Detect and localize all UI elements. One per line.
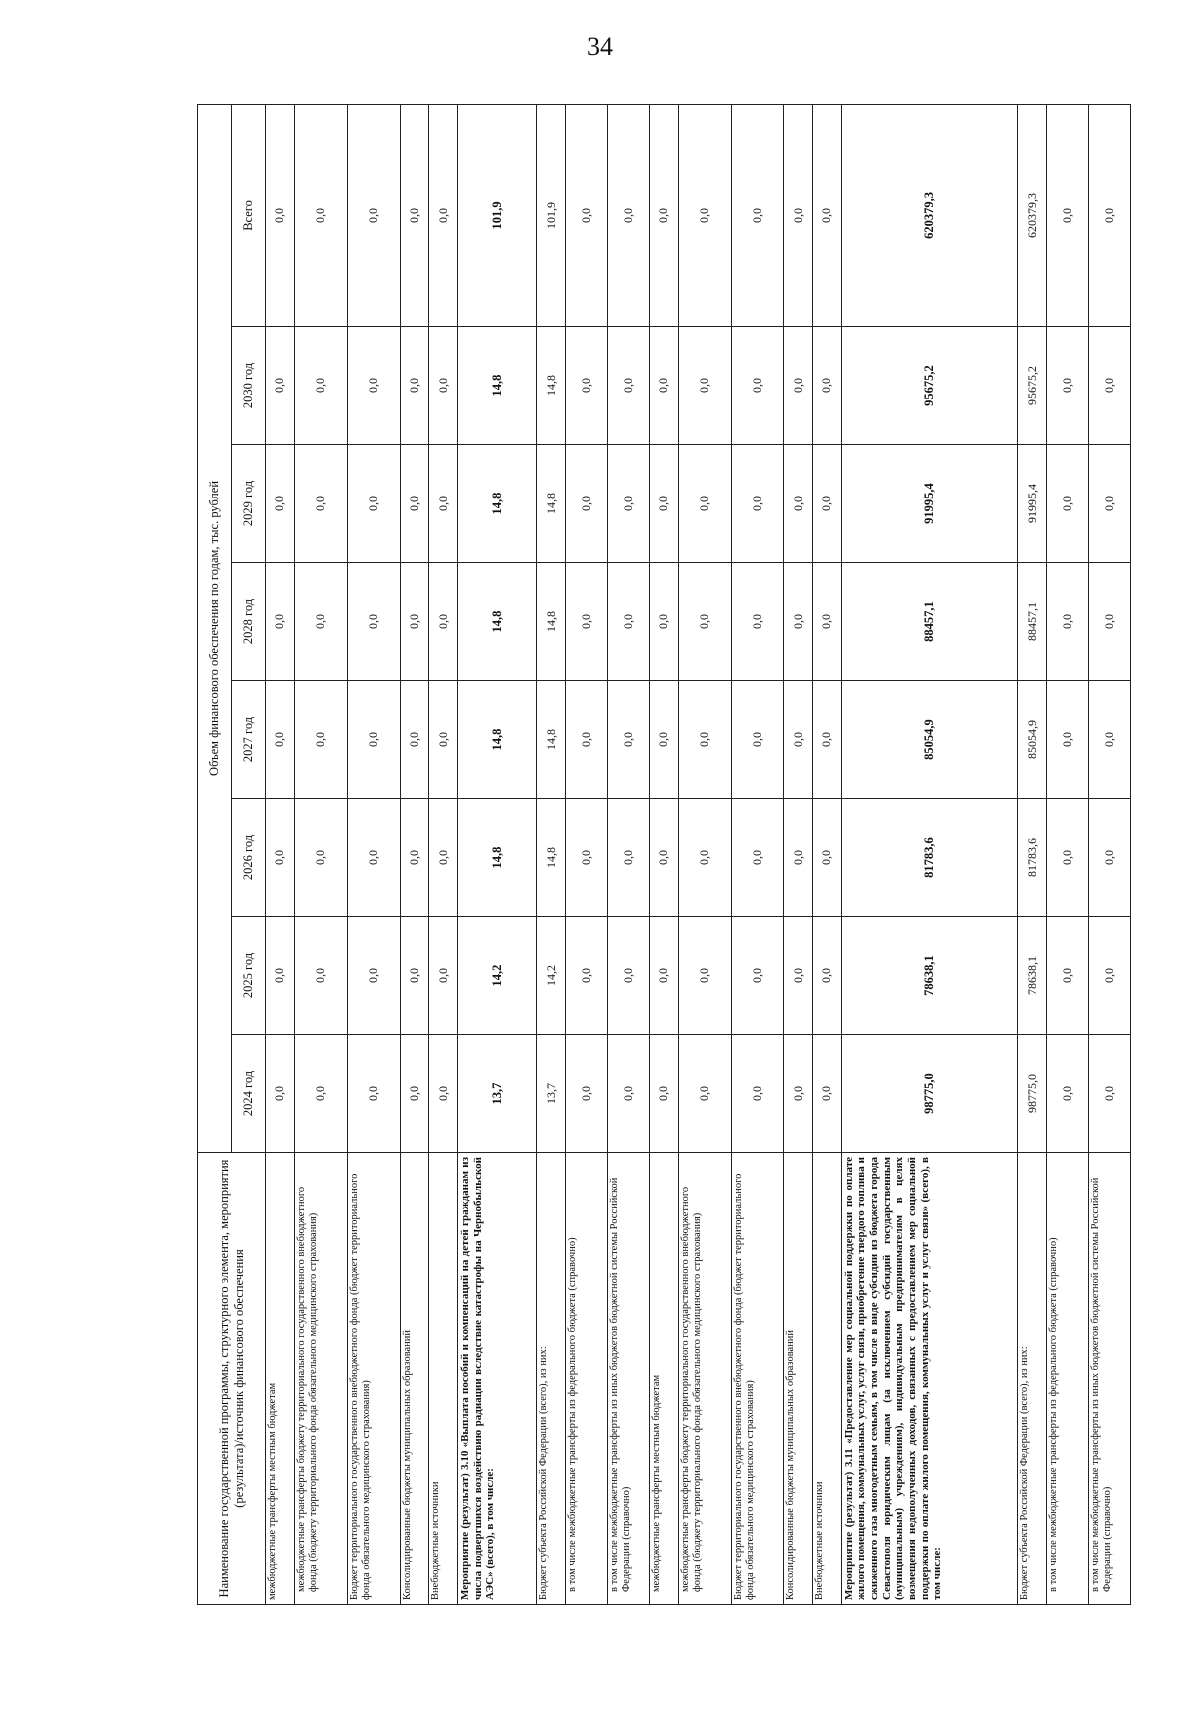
header-name-column: Наименование государственной программы, структурного элемента, мероприятия (результата)/источник финансового обеспечения bbox=[198, 1153, 266, 1605]
row-label: Консолидированные бюджеты муниципальных образований bbox=[784, 1153, 813, 1605]
row-value: 0,0 bbox=[731, 917, 784, 1035]
row-value: 14,8 bbox=[537, 563, 566, 681]
row-value: 0,0 bbox=[731, 681, 784, 799]
header-year-4: 2028 год bbox=[232, 563, 266, 681]
row-value: 0,0 bbox=[1046, 445, 1088, 563]
row-value: 0,0 bbox=[1088, 327, 1130, 445]
row-label: Бюджет субъекта Российской Федерации (всего), из них: bbox=[1018, 1153, 1047, 1605]
row-value: 0,0 bbox=[266, 327, 295, 445]
row-label: в том числе межбюджетные трансферты из иных бюджетов бюджетной системы Российской Федерации (справочно) bbox=[607, 1153, 649, 1605]
row-value: 91995,4 bbox=[1018, 445, 1047, 563]
row-value: 0,0 bbox=[1046, 799, 1088, 917]
row-value: 0,0 bbox=[294, 327, 347, 445]
row-label: Бюджет территориального государственного внебюджетного фонда (бюджет территориального фонда обязательного медицинского страхования) bbox=[347, 1153, 400, 1605]
row-value: 14,8 bbox=[537, 445, 566, 563]
row-value: 620379,3 bbox=[841, 104, 1018, 326]
row-value: 0,0 bbox=[649, 104, 678, 326]
row-value: 0,0 bbox=[266, 445, 295, 563]
table-row bbox=[678, 104, 731, 1604]
table-row bbox=[537, 104, 566, 1604]
row-label: межбюджетные трансферты местным бюджетам bbox=[266, 1153, 295, 1605]
header-year-7: Всего bbox=[232, 104, 266, 326]
row-value: 0,0 bbox=[294, 563, 347, 681]
row-value: 0,0 bbox=[731, 104, 784, 326]
table-row bbox=[1018, 104, 1047, 1604]
header-year-0: 2024 год bbox=[232, 1035, 266, 1153]
row-label: межбюджетные трансферты бюджету территориального государственного внебюджетного фонда (бюджету территориального фонда обязательного медицинского страхования) bbox=[294, 1153, 347, 1605]
row-value: 14,8 bbox=[537, 681, 566, 799]
row-value: 0,0 bbox=[731, 799, 784, 917]
row-value: 98775,0 bbox=[1018, 1035, 1047, 1153]
row-value: 0,0 bbox=[678, 681, 731, 799]
row-label: межбюджетные трансферты бюджету территориального государственного внебюджетного фонда (бюджету территориального фонда обязательного медицинского страхования) bbox=[678, 1153, 731, 1605]
row-value: 13,7 bbox=[537, 1035, 566, 1153]
row-value: 0,0 bbox=[400, 681, 429, 799]
row-value: 0,0 bbox=[294, 799, 347, 917]
header-year-2: 2026 год bbox=[232, 799, 266, 917]
row-value: 0,0 bbox=[566, 445, 608, 563]
row-value: 13,7 bbox=[457, 1035, 536, 1153]
row-value: 0,0 bbox=[607, 681, 649, 799]
row-value: 0,0 bbox=[400, 445, 429, 563]
row-label: в том числе межбюджетные трансферты из иных бюджетов бюджетной системы Российской Федерации (справочно) bbox=[1088, 1153, 1130, 1605]
row-value: 0,0 bbox=[678, 799, 731, 917]
row-value: 0,0 bbox=[1088, 917, 1130, 1035]
header-year-1: 2025 год bbox=[232, 917, 266, 1035]
row-value: 0,0 bbox=[1046, 327, 1088, 445]
row-value: 14,8 bbox=[457, 563, 536, 681]
row-value: 14,2 bbox=[457, 917, 536, 1035]
row-value: 81783,6 bbox=[841, 799, 1018, 917]
table-row bbox=[429, 104, 458, 1604]
row-value: 0,0 bbox=[731, 1035, 784, 1153]
table-row bbox=[607, 104, 649, 1604]
row-value: 0,0 bbox=[566, 799, 608, 917]
row-value: 0,0 bbox=[347, 799, 400, 917]
row-value: 0,0 bbox=[649, 681, 678, 799]
row-value: 88457,1 bbox=[841, 563, 1018, 681]
row-value: 0,0 bbox=[1088, 681, 1130, 799]
table-row bbox=[566, 104, 608, 1604]
row-value: 78638,1 bbox=[841, 917, 1018, 1035]
row-value: 0,0 bbox=[347, 681, 400, 799]
row-value: 0,0 bbox=[429, 681, 458, 799]
header-year-6: 2030 год bbox=[232, 327, 266, 445]
row-value: 0,0 bbox=[429, 917, 458, 1035]
row-label: межбюджетные трансферты местным бюджетам bbox=[649, 1153, 678, 1605]
row-value: 88457,1 bbox=[1018, 563, 1047, 681]
page-number: 34 bbox=[587, 32, 613, 61]
row-value: 0,0 bbox=[607, 563, 649, 681]
row-value: 0,0 bbox=[400, 917, 429, 1035]
row-value: 0,0 bbox=[429, 799, 458, 917]
row-value: 0,0 bbox=[649, 563, 678, 681]
table-row bbox=[784, 104, 813, 1604]
table-row bbox=[294, 104, 347, 1604]
row-value: 0,0 bbox=[784, 327, 813, 445]
row-label: Внебюджетные источники bbox=[813, 1153, 842, 1605]
rotated-table-wrapper bbox=[197, 105, 1131, 1605]
row-value: 0,0 bbox=[784, 563, 813, 681]
row-value: 0,0 bbox=[607, 1035, 649, 1153]
row-value: 0,0 bbox=[784, 1035, 813, 1153]
row-value: 85054,9 bbox=[841, 681, 1018, 799]
row-value: 0,0 bbox=[784, 799, 813, 917]
row-value: 0,0 bbox=[429, 104, 458, 326]
table-row bbox=[1046, 104, 1088, 1604]
row-value: 0,0 bbox=[607, 104, 649, 326]
header-year-5: 2029 год bbox=[232, 445, 266, 563]
row-value: 14,8 bbox=[457, 799, 536, 917]
row-value: 0,0 bbox=[429, 563, 458, 681]
row-label: Мероприятие (результат) 3.10 «Выплата пособий и компенсаций на детей гражданам из числа подвергшихся воздействию радиации вследствие катастрофы на Чернобыльской АЭС» (всего), в том числе: bbox=[457, 1153, 536, 1605]
row-label: Бюджет субъекта Российской Федерации (всего), из них: bbox=[537, 1153, 566, 1605]
row-value: 0,0 bbox=[649, 917, 678, 1035]
row-value: 0,0 bbox=[566, 681, 608, 799]
row-value: 0,0 bbox=[649, 327, 678, 445]
row-value: 620379,3 bbox=[1018, 104, 1047, 326]
row-value: 91995,4 bbox=[841, 445, 1018, 563]
row-value: 0,0 bbox=[784, 681, 813, 799]
row-value: 0,0 bbox=[813, 681, 842, 799]
row-label: в том числе межбюджетные трансферты из федерального бюджета (справочно) bbox=[566, 1153, 608, 1605]
row-value: 0,0 bbox=[400, 799, 429, 917]
row-label: Бюджет территориального государственного внебюджетного фонда (бюджет территориального фонда обязательного медицинского страхования) bbox=[731, 1153, 784, 1605]
row-label: Консолидированные бюджеты муниципальных образований bbox=[400, 1153, 429, 1605]
row-value: 0,0 bbox=[347, 563, 400, 681]
table-row bbox=[813, 104, 842, 1604]
row-value: 0,0 bbox=[1088, 104, 1130, 326]
row-value: 0,0 bbox=[1046, 681, 1088, 799]
row-value: 78638,1 bbox=[1018, 917, 1047, 1035]
row-value: 0,0 bbox=[429, 327, 458, 445]
row-value: 95675,2 bbox=[841, 327, 1018, 445]
row-value: 81783,6 bbox=[1018, 799, 1047, 917]
row-value: 0,0 bbox=[566, 563, 608, 681]
table-row bbox=[457, 104, 536, 1604]
row-value: 0,0 bbox=[607, 917, 649, 1035]
row-value: 0,0 bbox=[294, 681, 347, 799]
row-value: 0,0 bbox=[566, 104, 608, 326]
row-value: 0,0 bbox=[649, 445, 678, 563]
row-value: 0,0 bbox=[731, 327, 784, 445]
row-value: 0,0 bbox=[400, 1035, 429, 1153]
row-value: 14,8 bbox=[457, 681, 536, 799]
table-row bbox=[400, 104, 429, 1604]
row-value: 0,0 bbox=[678, 445, 731, 563]
row-value: 0,0 bbox=[347, 327, 400, 445]
row-value: 0,0 bbox=[649, 1035, 678, 1153]
row-value: 0,0 bbox=[400, 563, 429, 681]
row-value: 0,0 bbox=[294, 1035, 347, 1153]
table-row bbox=[347, 104, 400, 1604]
row-value: 14,8 bbox=[537, 327, 566, 445]
row-value: 0,0 bbox=[294, 917, 347, 1035]
row-value: 0,0 bbox=[731, 563, 784, 681]
table-row bbox=[649, 104, 678, 1604]
row-value: 0,0 bbox=[678, 1035, 731, 1153]
row-value: 14,8 bbox=[537, 799, 566, 917]
row-value: 0,0 bbox=[784, 445, 813, 563]
table-body bbox=[266, 104, 1131, 1604]
table-row bbox=[1088, 104, 1130, 1604]
row-value: 0,0 bbox=[566, 1035, 608, 1153]
row-value: 0,0 bbox=[266, 1035, 295, 1153]
row-label: в том числе межбюджетные трансферты из федерального бюджета (справочно) bbox=[1046, 1153, 1088, 1605]
row-value: 0,0 bbox=[266, 917, 295, 1035]
row-value: 0,0 bbox=[429, 445, 458, 563]
row-value: 14,8 bbox=[457, 445, 536, 563]
table-row bbox=[841, 104, 1018, 1604]
row-value: 0,0 bbox=[1046, 1035, 1088, 1153]
row-value: 0,0 bbox=[266, 681, 295, 799]
row-value: 0,0 bbox=[813, 327, 842, 445]
row-value: 0,0 bbox=[400, 104, 429, 326]
row-value: 0,0 bbox=[294, 104, 347, 326]
row-value: 0,0 bbox=[347, 1035, 400, 1153]
row-value: 0,0 bbox=[731, 445, 784, 563]
row-value: 0,0 bbox=[347, 104, 400, 326]
row-value: 0,0 bbox=[678, 104, 731, 326]
table-row bbox=[731, 104, 784, 1604]
row-value: 0,0 bbox=[1046, 563, 1088, 681]
row-value: 0,0 bbox=[813, 563, 842, 681]
row-value: 0,0 bbox=[607, 799, 649, 917]
row-value: 0,0 bbox=[1046, 104, 1088, 326]
financing-table bbox=[197, 104, 1131, 1605]
row-value: 0,0 bbox=[1088, 445, 1130, 563]
table-header bbox=[198, 104, 266, 1604]
table-row bbox=[266, 104, 295, 1604]
row-value: 0,0 bbox=[429, 1035, 458, 1153]
row-value: 0,0 bbox=[1088, 799, 1130, 917]
row-value: 0,0 bbox=[266, 799, 295, 917]
row-value: 0,0 bbox=[813, 104, 842, 326]
row-value: 0,0 bbox=[566, 327, 608, 445]
row-value: 0,0 bbox=[678, 563, 731, 681]
row-value: 0,0 bbox=[266, 563, 295, 681]
row-value: 0,0 bbox=[347, 445, 400, 563]
row-value: 0,0 bbox=[400, 327, 429, 445]
header-financing-group: Объем финансового обеспечения по годам, тыс. рублей bbox=[198, 104, 232, 1152]
row-value: 0,0 bbox=[784, 104, 813, 326]
row-value: 0,0 bbox=[649, 799, 678, 917]
row-value: 0,0 bbox=[566, 917, 608, 1035]
row-value: 101,9 bbox=[457, 104, 536, 326]
row-value: 95675,2 bbox=[1018, 327, 1047, 445]
row-label: Мероприятие (результат) 3.11 «Предоставление мер социальной поддержки по оплате жилого помещения, коммунальных услуг, услуг связи, приобретение твердого топлива и сжиженного газа многодетным семьям, в том числе в виде субсидии из бюджета города Севастополя юридическим лицам (за исключением субсидий государственным (муниципальным) учреждениям), индивидуальным предпринимателям в целях возмещения недополученных доходов, связанных с предоставлением мер социальной поддержки по оплате жилого помещения, коммунальных услуг и услуг связи» (всего), в том числе: bbox=[841, 1153, 1018, 1605]
row-value: 0,0 bbox=[1088, 563, 1130, 681]
row-value: 0,0 bbox=[294, 445, 347, 563]
row-value: 0,0 bbox=[813, 1035, 842, 1153]
row-value: 0,0 bbox=[1046, 917, 1088, 1035]
row-value: 0,0 bbox=[1088, 1035, 1130, 1153]
row-value: 0,0 bbox=[813, 445, 842, 563]
row-value: 85054,9 bbox=[1018, 681, 1047, 799]
row-value: 0,0 bbox=[813, 917, 842, 1035]
header-year-3: 2027 год bbox=[232, 681, 266, 799]
row-value: 0,0 bbox=[678, 917, 731, 1035]
row-value: 98775,0 bbox=[841, 1035, 1018, 1153]
row-value: 0,0 bbox=[813, 799, 842, 917]
row-value: 14,8 bbox=[457, 327, 536, 445]
row-value: 0,0 bbox=[607, 445, 649, 563]
row-label: Внебюджетные источники bbox=[429, 1153, 458, 1605]
row-value: 101,9 bbox=[537, 104, 566, 326]
row-value: 14,2 bbox=[537, 917, 566, 1035]
row-value: 0,0 bbox=[784, 917, 813, 1035]
row-value: 0,0 bbox=[347, 917, 400, 1035]
row-value: 0,0 bbox=[266, 104, 295, 326]
row-value: 0,0 bbox=[607, 327, 649, 445]
row-value: 0,0 bbox=[678, 327, 731, 445]
